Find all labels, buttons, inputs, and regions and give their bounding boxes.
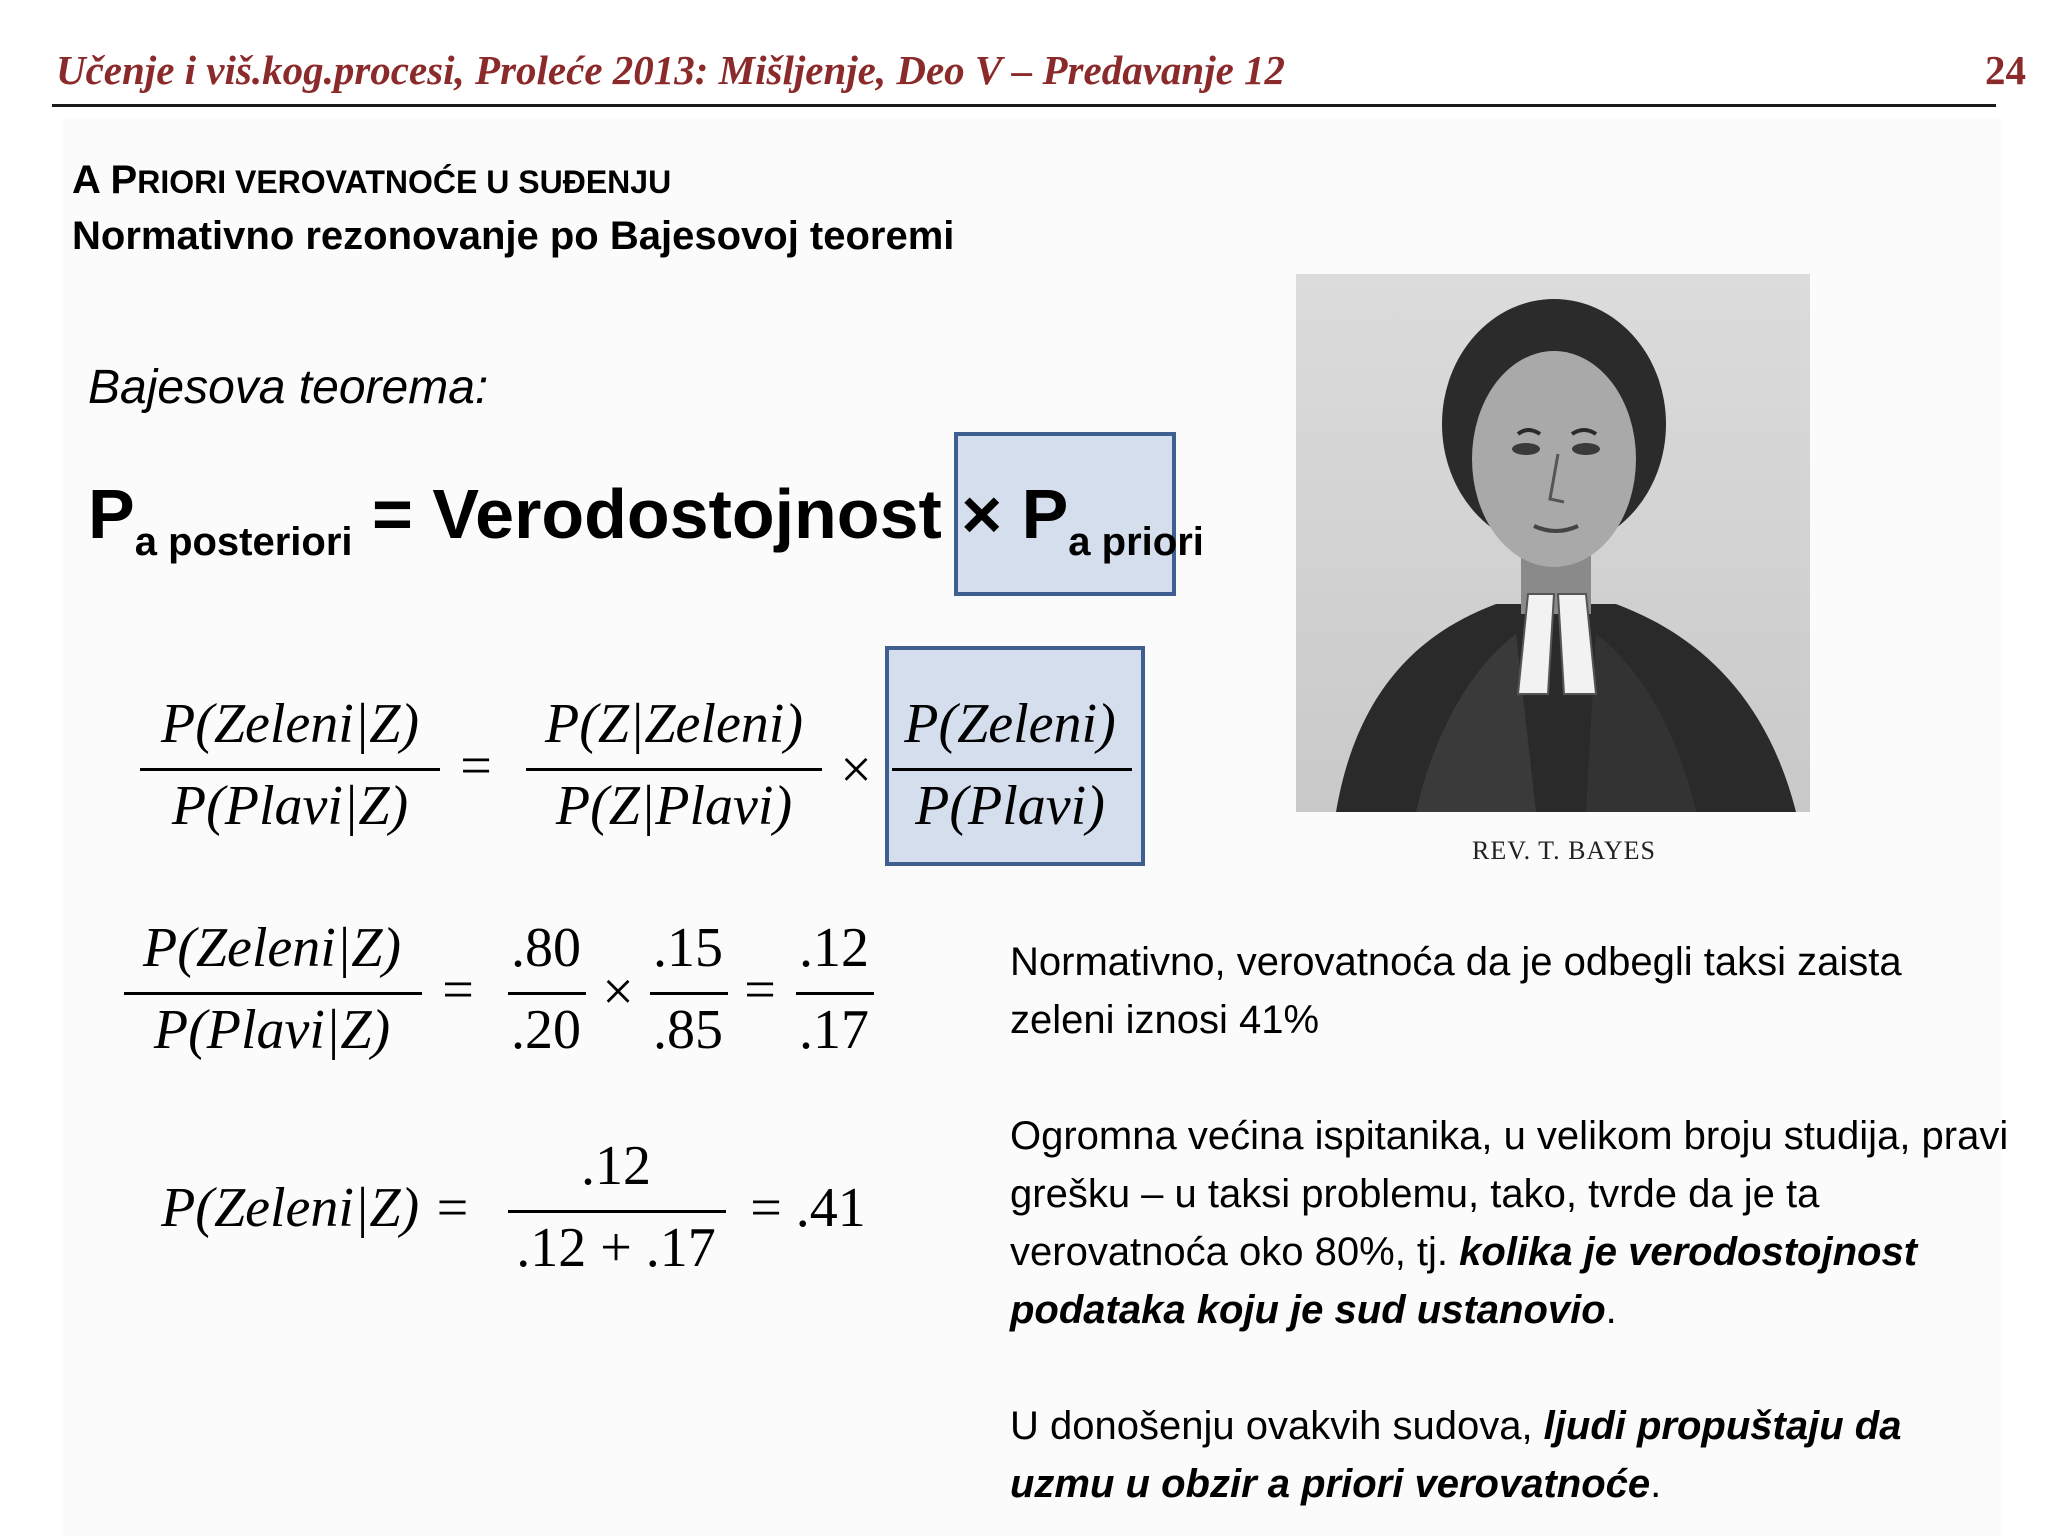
fraction-bar xyxy=(124,992,422,995)
bayes-portrait xyxy=(1296,274,1810,812)
fraction-bar xyxy=(508,1210,726,1213)
fraction-bar xyxy=(140,768,440,771)
result-rhs: = .41 xyxy=(750,1177,866,1239)
equals-sign: = xyxy=(460,735,492,797)
value-numerator: .12 xyxy=(799,917,869,979)
main-equation: $P_{a posteriori}$ = Verodostojnost × $P_{a priori}$ xyxy=(88,475,1204,564)
lhs-numerator: P(Zeleni|Z) xyxy=(160,693,420,755)
times-sign: × xyxy=(602,961,634,1023)
lhs-denominator: P(Plavi|Z) xyxy=(171,775,409,837)
result-numerator: .12 xyxy=(581,1135,651,1197)
value-numerator: .80 xyxy=(511,917,581,979)
prior-denominator: P(Plavi) xyxy=(915,775,1105,837)
times-sign: × xyxy=(840,739,872,801)
value-denominator: .17 xyxy=(799,999,869,1061)
paragraph-error: Ogromna većina ispitanika, u velikom broju studija, pravi grešku – u taksi problemu, tako, tvrde da je ta verovatnoća oko 80%, tj. kolika je verodostojnost podataka koju je sud ustanovio. xyxy=(1010,1114,2009,1332)
lhs-denominator: P(Plavi|Z) xyxy=(153,999,391,1061)
fraction-bar xyxy=(796,992,874,995)
equals-sign: = xyxy=(442,959,474,1021)
fraction-bar xyxy=(892,768,1132,771)
result-lhs: P(Zeleni|Z) = xyxy=(161,1177,471,1239)
fraction-bar xyxy=(650,992,728,995)
lhs-numerator: P(Zeleni|Z) xyxy=(142,917,402,979)
header-divider xyxy=(52,104,1996,107)
value-denominator: .20 xyxy=(511,999,581,1061)
likelihood-numerator: P(Z|Zeleni) xyxy=(544,693,804,755)
value-denominator: .85 xyxy=(653,999,723,1061)
value-numerator: .15 xyxy=(653,917,723,979)
header-title: Učenje i viš.kog.procesi, Proleće 2013: Mišljenje, Deo V – Predavanje 12 xyxy=(56,47,1286,93)
equals-sign: = xyxy=(744,959,776,1021)
bayes-theorem-label: Bajesova teorema: xyxy=(88,361,489,414)
result-denominator: .12 + .17 xyxy=(516,1217,716,1279)
section-title: A PRIORI VEROVATNOĆE U SUĐENJU xyxy=(72,158,672,202)
prior-numerator: P(Zeleni) xyxy=(904,693,1116,755)
fraction-bar xyxy=(508,992,586,995)
page-number: 24 xyxy=(1985,47,2026,93)
likelihood-denominator: P(Z|Plavi) xyxy=(555,775,793,837)
fraction-bar xyxy=(526,768,822,771)
paragraph-normative: Normativno, verovatnoća da je odbegli taksi zaista zeleni iznosi 41% xyxy=(1010,940,1902,1042)
portrait-caption: REV. T. BAYES xyxy=(1472,836,1656,865)
paragraph-conclusion: U donošenju ovakvih sudova, ljudi propuštaju da uzmu u obzir a priori verovatnoće. xyxy=(1010,1404,1902,1506)
section-subtitle: Normativno rezonovanje po Bajesovoj teoremi xyxy=(72,214,955,258)
